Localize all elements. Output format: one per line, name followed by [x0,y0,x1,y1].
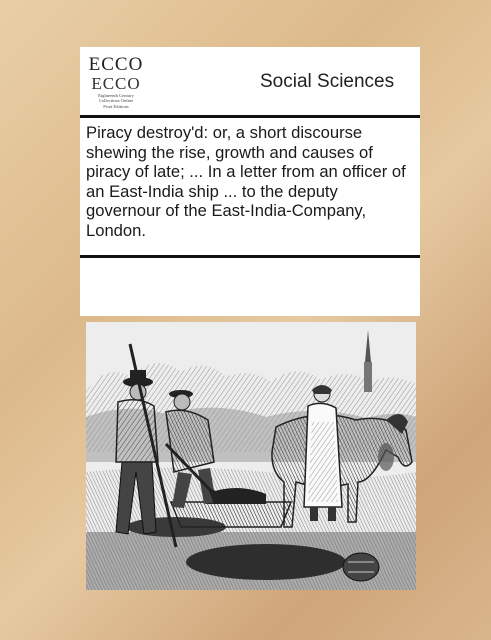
logo-line-2: Collections Online [98,98,134,104]
logo-mark-bottom: ECCO [91,74,141,93]
logo-line-3: Print Editions [103,103,129,109]
title-block [80,118,420,255]
category-label: Social Sciences [260,71,395,92]
logo-mark-top: ECCO [88,54,144,75]
engraving-scene [86,322,416,590]
ecco-logo [86,53,146,111]
cover-header [80,47,420,115]
logo-line-1: Eighteenth Century [98,93,134,98]
engraving-illustration [86,322,416,590]
book-title: Piracy destroy'd: or, a short discourse shewing the rise, growth and causes of piracy of late; ... In a letter from an officer of an East-India ship ... to the deputy governour of the East-India-Company, London. [86,123,406,240]
cover-whitespace [80,258,420,316]
